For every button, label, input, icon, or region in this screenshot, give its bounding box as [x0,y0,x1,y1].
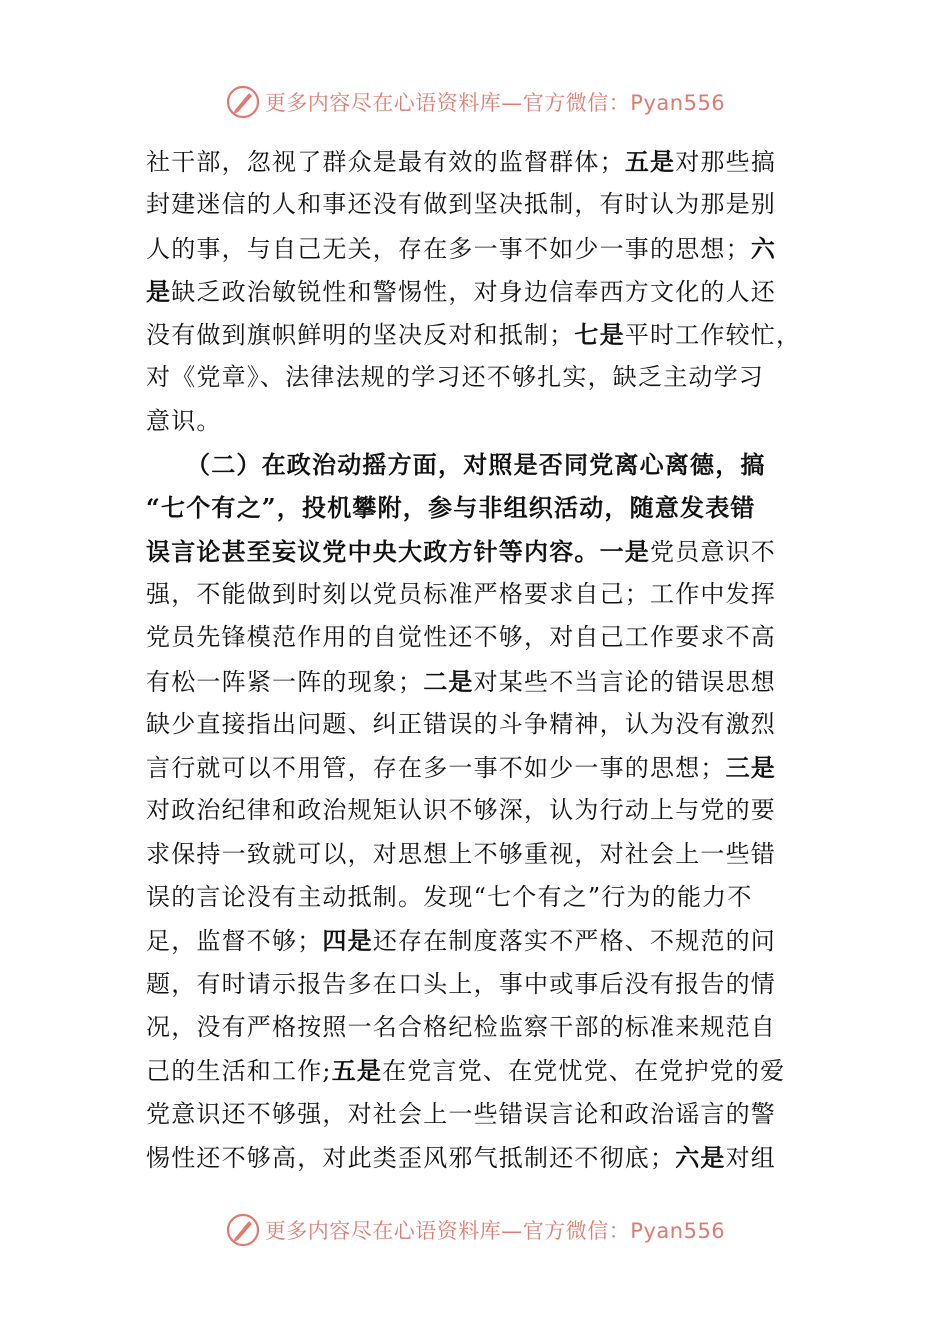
text-line [146,1093,808,1136]
text-line [146,573,808,616]
text-run: 对某些不当言论的错误思想 [473,667,777,696]
text-run: 言行就可以不用管，存在多一事不如少一事的思想； [146,754,726,783]
bold-text-run: 五是 [624,147,676,176]
text-run: 足，监督不够； [146,927,323,956]
text-run: 对政治纪律和政治规矩认识不够深，认为行动上与党的要 [146,796,776,825]
text-run: 意识。 [146,406,222,435]
bold-text-run: （二）在政治动摇方面，对照是否同党离心离德，搞 [186,450,766,480]
text-line [146,833,808,876]
bold-text-run: 四是 [322,926,373,956]
bold-text-run: 二是 [423,666,474,696]
text-line [146,140,808,183]
text-run: 况，没有严格按照一名合格纪检监察干部的标准来规范自 [146,1012,776,1041]
bold-text-run: 六 [750,233,777,263]
bold-text-run: 六是 [675,1142,726,1172]
text-line [146,270,808,313]
bold-text-run: 七是 [574,320,625,350]
text-run: 平时工作较忙， [624,321,802,350]
text-line [146,1136,808,1179]
text-line [146,746,808,789]
text-run: 对组 [725,1143,777,1172]
text-run: 缺少直接指出问题、纠正错误的斗争精神，认为没有激烈 [146,709,776,738]
pen-logo-icon [225,1212,261,1248]
text-line [146,1049,808,1092]
text-run: 己的生活和工作; [146,1057,332,1086]
text-line [146,486,808,529]
header-watermark [0,80,950,124]
text-line [146,313,808,356]
text-run: 求保持一致就可以，对思想上不够重视，对社会上一些错 [146,839,776,868]
text-line [146,963,808,1006]
text-line [146,703,808,746]
document-body [146,140,808,1179]
footer-watermark [0,1208,950,1252]
text-line [146,356,808,399]
text-run: 强，不能做到时刻以党员标准严格要求自己；工作中发挥 [146,579,776,608]
text-run: 人的事，与自己无关，存在多一事不如少一事的思想； [146,234,751,263]
text-run: 题，有时请示报告多在口头上，事中或事后没有报告的情 [146,969,776,998]
text-run: 党意识还不够强，对社会上一些错误言论和政治谣言的警 [146,1099,776,1128]
bold-text-run: 误言论甚至妄议党中央大政方针等内容。一是 [146,536,650,566]
text-run: 对那些搞 [675,148,777,176]
text-run: 党员先锋模范作用的自觉性还不够，对自己工作要求不高 [146,623,776,652]
watermark-text: 更多内容尽在心语资料库—官方微信：Pyan556 [264,1219,726,1243]
text-line [146,530,808,573]
text-line [146,616,808,659]
text-run: 惕性还不够高，对此类歪风邪气抵制还不彻底； [146,1143,676,1172]
text-line [146,227,808,270]
text-line [146,183,808,226]
text-run: 社干部，忽视了群众是最有效的监督群体； [146,148,625,176]
text-run: 还存在制度落实不严格、不规范的问 [372,927,777,956]
text-run: 缺乏政治敏锐性和警惕性，对身边信奉西方文化的人还 [171,277,777,306]
text-line [146,919,808,962]
text-line [146,660,808,703]
text-run: 封建迷信的人和事还没有做到坚决抵制，有时认为那是别 [146,190,776,219]
text-line [146,443,808,486]
text-run: 误的言论没有主动抵制。发现“七个有之”行为的能力不 [146,883,753,912]
text-line [146,1006,808,1049]
text-line [146,789,808,832]
text-line [146,876,808,919]
bold-text-run: 三是 [725,753,777,783]
bold-text-run: 是 [146,276,172,306]
text-run: 没有做到旗帜鲜明的坚决反对和抵制； [146,321,575,350]
text-run: 有松一阵紧一阵的现象； [146,667,424,696]
bold-text-run: 五是 [331,1056,383,1086]
text-run: 对《党章》、法律法规的学习还不够扎实，缺乏主动学习 [146,363,764,392]
text-run: 在党言党、在党忧党、在党护党的爱 [382,1057,786,1086]
text-line [146,400,808,443]
bold-text-run: “七个有之”，投机攀附，参与非组织活动，随意发表错 [146,493,756,523]
watermark-text: 更多内容尽在心语资料库—官方微信：Pyan556 [264,91,726,115]
text-run: 党员意识不 [650,537,776,566]
pen-logo-icon [225,84,261,120]
